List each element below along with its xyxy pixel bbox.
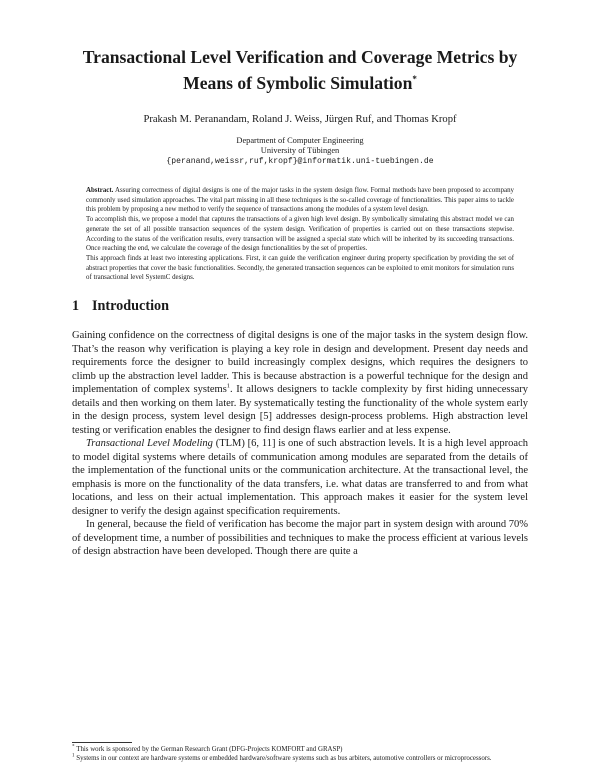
section-number: 1 xyxy=(72,298,80,315)
abstract-paragraph-3: This approach finds at least two interesting applications. First, it can guide the verification engineer during property specification by providing the set of abstract properties that cover the basic functionalities. Secondly, the generated transaction sequences can be exploited to emit monitors for simulation runs of transactional level SystemC designs. xyxy=(86,255,514,282)
body-paragraph-3: In general, because the field of verification has become the major part in system design with around 70% of development time, a number of possibilities and techniques to make the process efficient at various levels of design abstraction have been developed. Though there are quite a xyxy=(72,519,528,558)
author-list: Prakash M. Peranandam, Roland J. Weiss, Jürgen Ruf, and Thomas Kropf xyxy=(143,113,457,125)
abstract-paragraph-1 xyxy=(86,186,514,215)
affiliation-university: University of Tübingen xyxy=(260,146,340,156)
footnote-1-mark: * xyxy=(72,744,75,750)
affiliation-department: Department of Computer Engineering xyxy=(236,135,364,145)
footnote-1-text: This work is sponsored by the German Research Grant (DFG-Projects KOMFORT and GRASP) xyxy=(76,746,343,753)
section-title: Introduction xyxy=(92,298,169,315)
paper-page xyxy=(72,46,528,559)
abstract-text-1: Assuring correctness of digital designs is one of the major tasks in the system design flow. Formal methods have been proposed to accompany commonly used simulation approaches. The vital part missing in all these techniques is the so-called coverage of functionalities. This paper aims to tackle this problem by proposing a new method to verify the sequence of transactions among the modules of a system level design. xyxy=(86,187,514,214)
footnote-2 xyxy=(72,754,528,763)
tlm-term: Transactional Level Modeling xyxy=(86,438,213,450)
affiliation-email: {peranand,weissr,ruf,kropf}@informatik.uni-tuebingen.de xyxy=(166,156,434,166)
body-paragraph-2-text: (TLM) [6, 11] is one of such abstraction levels. It is a high level approach to model digital systems where details of communication among modules are separated from the details of the implementation of the functional units or the communication architecture. At the transactional level, the emphasis is more on the functionality of the data transfers, i.e. what datas are transferred to and from what locations, and less on their actual implementation. This approach makes it easier for the system level designer to verify the design against specification requirements. xyxy=(72,438,528,517)
footnote-2-mark: 1 xyxy=(72,753,75,759)
body-paragraph-2 xyxy=(72,437,528,518)
affiliation-block xyxy=(72,136,528,167)
abstract-label: Abstract. xyxy=(86,187,114,195)
body-paragraph-1 xyxy=(72,329,528,437)
footnotes xyxy=(72,745,528,763)
body-paragraph-1-text-b: . It allows designers to tackle complexity by first hiding unnecessary details and then working on them later. By systematically testing the functionality of the whole system early in the design process, system level design [5] addresses design-process problems. High abstraction level testing or verification enables the designer to find design flaws earlier and at less expense. xyxy=(72,384,528,436)
footnote-2-text: Systems in our context are hardware systems or embedded hardware/software systems such as bus arbiters, automotive controllers or microprocessors. xyxy=(76,755,492,762)
title-line-1: Transactional Level Verification and Coverage Metrics by xyxy=(82,47,518,67)
abstract-paragraph-2: To accomplish this, we propose a model that captures the transactions of a given high level design. By symbolically simulating this abstract model we can generate the set of all possible transaction sequences of the system design. Verification of properties is carried out on these transactions stepwise. According to the status of the verification results, every transaction will be assigned a special state which will be inherited by its succeeding transactions. Once reaching the end, we calculate the coverage of the design functionalities by the set of properties. xyxy=(86,216,514,253)
section-heading xyxy=(72,298,528,315)
footnote-ref-1: 1 xyxy=(226,382,231,390)
section-body xyxy=(72,329,528,559)
body-paragraph-1-text-a: Gaining confidence on the correctness of digital designs is one of the major tasks in the system design flow. That’s the reason why verification is playing a key role in design and development. Present day needs and requirements force the designer to build increasingly complex designs, which requires the designers to climb up the abstraction level ladder. This is because abstraction is a powerful technique for the design and implementation of complex systems xyxy=(72,330,528,396)
footnote-1 xyxy=(72,745,528,754)
title-footnote-marker: * xyxy=(412,74,417,84)
footnote-rule xyxy=(72,742,132,743)
paper-title xyxy=(72,46,528,94)
abstract xyxy=(86,186,514,283)
title-line-2: Means of Symbolic Simulation xyxy=(183,72,413,93)
